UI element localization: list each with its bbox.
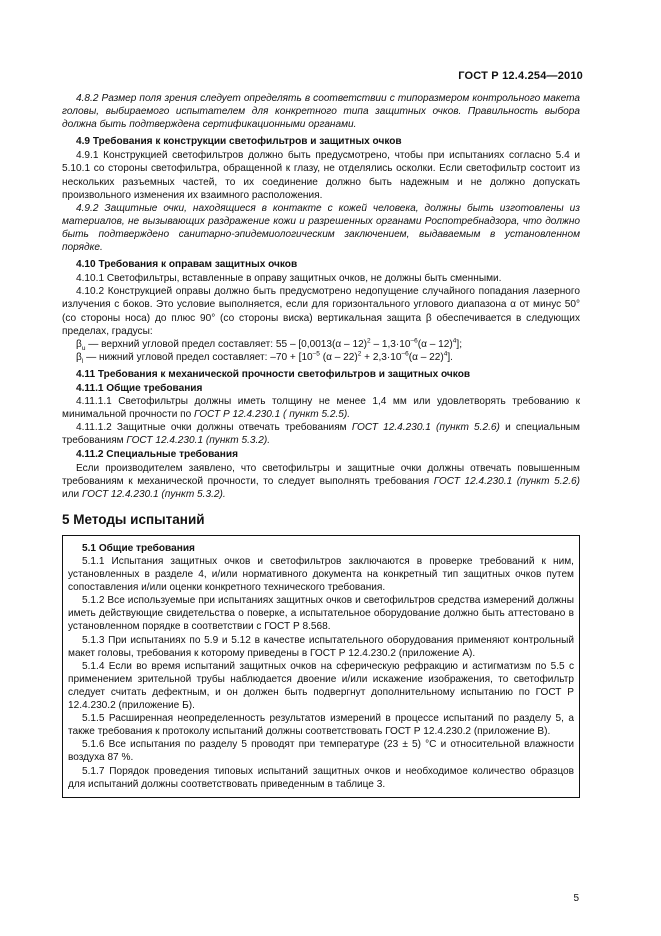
heading-4-11-2: 4.11.2 Специальные требования: [76, 449, 238, 461]
paragraph-4-10-1: 4.10.1 Светофильтры, вставленные в оправу защитных очков, не должны быть сменными.: [76, 273, 502, 285]
paragraph-4-10-2: 4.10.2 Конструкцией оправы должно быть предусмотрено недопущение случайного попадания лазерного излучения с боков. Это условие выполняется, если для горизонтального углового диапазона α от минус 50° (со стороны носа) до плюс 90° (со стороны виска) вертикальная защита β обеспечивается в следующих пределах, градусы:: [62, 286, 580, 337]
paragraph-5-1-3: 5.1.3 При испытаниях по 5.9 и 5.12 в качестве испытательного оборудования применяют контрольный макет головы, требования к которому приведены в ГОСТ Р 12.4.230.2 (приложение А).: [68, 634, 574, 659]
page-content: [62, 92, 580, 798]
document-code: ГОСТ Р 12.4.254—2010: [458, 70, 583, 82]
heading-5-1: 5.1 Общие требования: [82, 542, 195, 554]
paragraph-5-1-5: 5.1.5 Расширенная неопределенность результатов измерений в процессе испытаний по разделу 5, а также требования к протоколу испытаний должны соответствовать ГОСТ Р 12.4.230.2 (приложение В).: [68, 713, 574, 738]
paragraph-5-1-1: 5.1.1 Испытания защитных очков и светофильтров заключаются в проверке требований к ним, установленных в разделе 4, и/или нормативного документа на конкретный тип защитных очков путем сопоставления и/или оценки конкретного технического требования.: [68, 556, 574, 594]
paragraph-4-11-1-1: 4.11.1.1 Светофильтры должны иметь толщину не менее 1,4 мм или удовлетворять требованию к минимальной прочности по ГОСТ Р 12.4.230.1 ( пункт 5.2.5).: [62, 396, 580, 421]
paragraph-4-8-2: 4.8.2 Размер поля зрения следует определять в соответствии с типоразмером контрольного макета головы, выбираемого испытателем для конкретного типа защитных очков. Правильность выбора должна быть подтверждена сертификационными органами.: [62, 93, 580, 131]
paragraph-5-1-6: 5.1.6 Все испытания по разделу 5 проводят при температуре (23 ± 5) °С и относительной влажности воздуха 87 %.: [68, 739, 574, 764]
section-5-title: 5 Методы испытаний: [62, 511, 205, 527]
formula-upper-limit: $\beta_u$ — верхний угловой предел составляет: $55 - [0,0013(\alpha - 12)^2 - 1,3\cdot 10^{-6}(\alpha - 12)^4]$;: [76, 337, 462, 352]
paragraph-5-1-4: 5.1.4 Если во время испытаний защитных очков на сферическую рефракцию и астигматизм по 5.5 с применением зрительной трубы наблюдается двоение и/или искажение изображения, то светофильтр следует считать дефектным, и он должен быть подвергнут дополнительному испытанию по ГОСТ Р 12.4.230.2 (приложение Б).: [68, 660, 574, 712]
heading-4-11-1: 4.11.1 Общие требования: [76, 382, 203, 394]
paragraph-4-11-1-2: 4.11.1.2 Защитные очки должны отвечать требованиям ГОСТ 12.4.230.1 (пункт 5.2.6) и специальным требованиям ГОСТ 12.4.230.1 (пункт 5.3.2).: [62, 422, 580, 447]
heading-4-10: 4.10 Требования к оправам защитных очков: [76, 259, 298, 271]
heading-4-11: 4.11 Требования к механической прочности светофильтров и защитных очков: [76, 368, 471, 380]
paragraph-4-9-2: 4.9.2 Защитные очки, находящиеся в контакте с кожей человека, должны быть изготовлены из материалов, не вызывающих раздражение кожи и разрешенных органами Роспотребнадзора, что должно быть подтверждено санитарно-эпидемиологическим заключением, выдаваемым в установленном порядке.: [62, 202, 580, 254]
section-5-1-box: [62, 535, 580, 798]
paragraph-5-1-2: 5.1.2 Все используемые при испытаниях защитных очков и светофильтров средства измерений должны иметь действующие свидетельства о поверке, а испытательное оборудование должно быть аттестовано в установленном порядке в соответствии с ГОСТ Р 8.568.: [68, 595, 574, 633]
heading-4-9: 4.9 Требования к конструкции светофильтров и защитных очков: [76, 136, 402, 148]
formula-lower-limit: $\beta_l$ — нижний угловой предел составляет: $-70 + [10^{-5}$ $(\alpha - 22)^2 + 2,3\cdot 10^{-6}(\alpha - 22)^4$].: [76, 350, 453, 365]
paragraph-4-11-2: Если производителем заявлено, что светофильтры и защитные очки должны отвечать повышенным требованиям к механической прочности, то следует выполнять требования ГОСТ 12.4.230.1 (пункт 5.2.6) или ГОСТ 12.4.230.1 (пункт 5.3.2).: [62, 462, 580, 500]
page-number: 5: [573, 893, 579, 904]
paragraph-4-9-1: 4.9.1 Конструкцией светофильтров должно быть предусмотрено, чтобы при испытаниях согласно 5.4 и 5.10.1 со стороны светофильтра, обращенной к глазу, не отделялись осколки. Если светофильтр состоит из нескольких разъемных частей, то их соединение должно быть надежным и не должно допускать произвольного изменения их взаимного расположения.: [62, 150, 580, 201]
paragraph-5-1-7: 5.1.7 Порядок проведения типовых испытаний защитных очков и необходимое количество образцов для испытаний должны соответствовать приведенным в таблице 3.: [68, 765, 574, 790]
